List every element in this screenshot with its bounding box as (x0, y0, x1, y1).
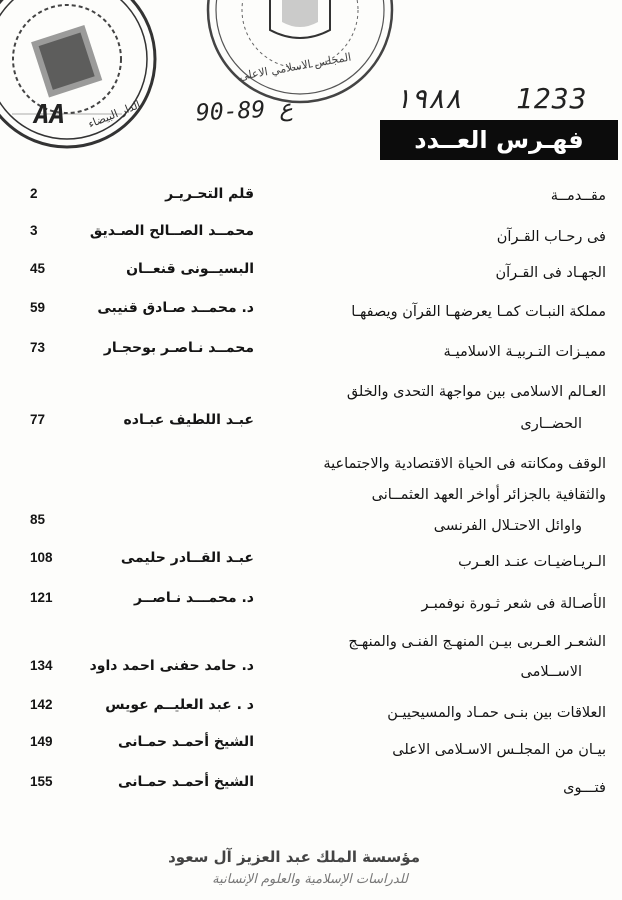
entry-author: الشيخ أحمـد حمـانى (118, 774, 254, 790)
entry-title-line-1: العـالم الاسلامى بين مواجهة التحدى والخلق (346, 384, 606, 400)
entry-author: الشيخ أحمـد حمـانى (118, 734, 254, 750)
entry-title: الـريـاضيـات عنـد العـرب (458, 554, 606, 570)
entry-title-line-1: الوقف ومكانته فى الحياة الاقتصادية والاجتماعية (323, 456, 606, 472)
entry-title: مملكة النبـات كمـا يعرضهـا القرآن ويصفهـا (351, 304, 606, 320)
entry-page: 155 (30, 774, 53, 789)
entry-page: 134 (30, 658, 53, 673)
entry-author: محمــد نـاصـر بوحجـار (103, 340, 254, 356)
entry-title-line-3: واوائل الاحتـلال الفرنسى (433, 518, 582, 534)
entry-author: د. محمــد صـادق قنيبى (97, 300, 254, 316)
toc-header (380, 120, 618, 160)
handwritten-year: ١٩٨٨ (394, 82, 462, 115)
entry-title-line-2: الحضــارى (520, 416, 582, 432)
svg-text:المجلس الاسلامي الاعلى: المجلس الاسلامي الاعلى (238, 50, 353, 83)
entry-page: 2 (30, 186, 38, 201)
library-watermark (120, 848, 420, 898)
entry-author: عبـد القــادر حليمى (120, 550, 254, 566)
entry-page: 73 (30, 340, 46, 355)
entry-page: 149 (30, 734, 53, 749)
entry-title-line-1: الشعـر العـربى بيـن المنهـج الفنـى والمنهـج (348, 634, 606, 650)
handwritten-issue-range: 90-89 ع (195, 95, 294, 127)
entry-title: مقــدمــة (550, 188, 606, 204)
entry-page: 45 (30, 261, 46, 276)
library-stamp-left (0, 0, 162, 154)
entry-title: فتـــوى (563, 780, 606, 796)
entry-page: 3 (30, 223, 38, 238)
entry-author: قلم التحـريـر (165, 186, 254, 202)
entry-title: الأصـالة فى شعر ثـورة نوفمبـر (421, 596, 606, 612)
entry-page: 142 (30, 697, 53, 712)
entry-page: 59 (30, 300, 46, 315)
entry-page: 121 (30, 590, 53, 605)
entry-author: البسيــونى قنعــان (126, 261, 254, 277)
watermark-line-2: للدراسات الإسلامية والعلوم الإنسانية (212, 872, 408, 887)
entry-title: بيـان من المجلـس الاسـلامى الاعلى (392, 742, 606, 758)
entry-page: 108 (30, 550, 53, 565)
entry-title: فى رحـاب القـرآن (496, 229, 606, 245)
handwritten-code: AA (34, 100, 66, 130)
watermark-line-1: مؤسسة الملك عبد العزيز آل سعود (168, 848, 420, 866)
entry-title: الجهـاد فى القـرآن (495, 265, 606, 281)
entry-author: د. محمـــد نـاصــر (134, 590, 254, 606)
entry-page: 77 (30, 412, 46, 427)
handwritten-accession-number: 1233 (516, 82, 588, 115)
entry-page: 85 (30, 512, 46, 527)
entry-title-line-2: والثقافية بالجزائر أواخر العهد العثمــانى (371, 487, 606, 503)
entry-title: العلاقات بين بنـى حمـاد والمسيحييـن (387, 705, 606, 721)
entry-author: د . عبد العليــم عويس (105, 697, 254, 713)
entry-author: عبـد اللطيف عبـاده (123, 412, 254, 428)
entry-author: محمــد الصــالح الصـديق (89, 223, 254, 239)
toc-header-title: فهـرس العــدد (414, 126, 584, 154)
library-stamp-center (200, 0, 400, 110)
svg-text:الدار البيضاء: الدار البيضاء (86, 98, 143, 131)
entry-title: مميـزات التـربيـة الاسلاميـة (443, 344, 606, 360)
entry-title-line-2: الاســلامى (520, 664, 582, 680)
entry-author: د. حامد حفنى احمد داود (89, 658, 254, 674)
